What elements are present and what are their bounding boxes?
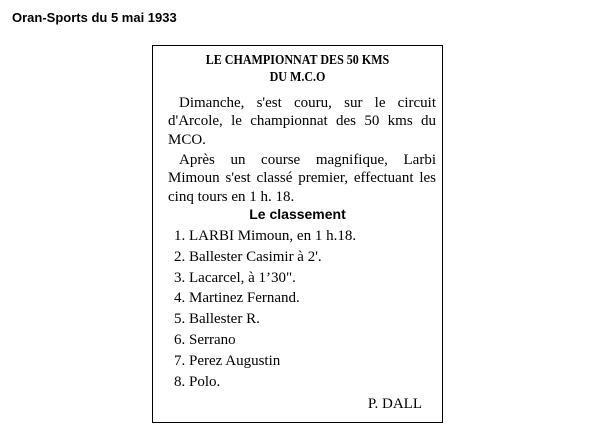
- article-paragraph-2-text: Après un course magnifique, Larbi Mimoun s'est classé premier, effectuant les cinq tours en 1 h. 18.: [168, 152, 436, 205]
- ranking-item: 8. Polo.: [174, 373, 221, 390]
- ranking-item: 1. LARBI Mimoun, en 1 h.18.: [174, 228, 357, 244]
- headline-line-1: LE CHAMPIONNAT DES 50 KMS: [205, 53, 390, 68]
- source-caption: Oran-Sports du 5 mai 1933: [12, 10, 177, 25]
- ranking-item: 2. Ballester Casimir à 2'.: [174, 248, 322, 265]
- newspaper-clipping: [152, 45, 443, 423]
- ranking-list: [174, 226, 356, 392]
- ranking-item: 4. Martinez Fernand.: [174, 290, 300, 307]
- ranking-item: 7. Perez Augustin: [174, 352, 281, 369]
- ranking-item: 3. Lacarcel, à 1’30".: [174, 269, 296, 286]
- article-paragraph-2: [168, 151, 436, 206]
- author-signature: P. DALL: [367, 396, 422, 412]
- ranking-item: 5. Ballester R.: [174, 311, 260, 328]
- article-paragraph-1-text: Dimanche, s'est couru, sur le circuit d'Arcole, le championnat des 50 kms du MCO.: [168, 95, 436, 148]
- ranking-item: 6. Serrano: [174, 331, 236, 348]
- article-paragraph-1: [168, 94, 436, 149]
- ranking-title: Le classement: [249, 206, 346, 222]
- headline-line-2: DU M.C.O: [269, 70, 326, 85]
